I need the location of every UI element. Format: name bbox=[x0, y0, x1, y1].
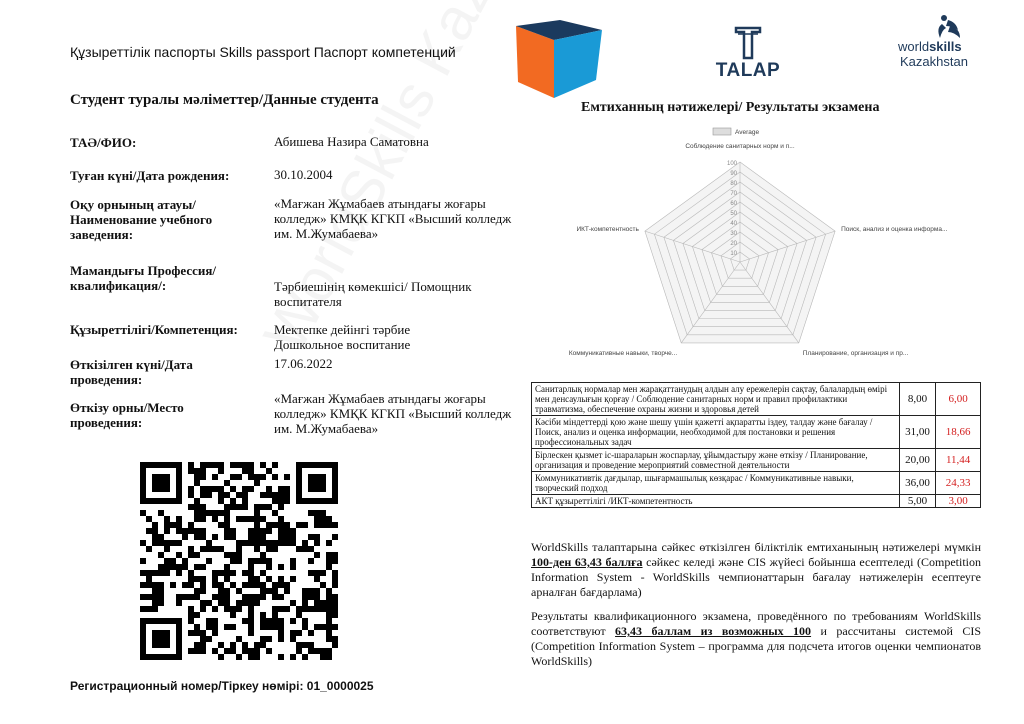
talap-logo bbox=[708, 24, 788, 94]
radar-tick-label: 100 bbox=[726, 161, 737, 167]
field-label-profession: Мамандығы Профессия/квалификация/: bbox=[70, 263, 216, 293]
results-table bbox=[531, 382, 981, 508]
radar-tick-label: 50 bbox=[730, 211, 737, 217]
table-row bbox=[532, 495, 981, 508]
student-section-title: Студент туралы мәліметтер/Данные студента bbox=[70, 92, 379, 108]
result-paragraph-kz bbox=[531, 540, 981, 600]
para-kz-text-2: сәйкес келеді және CIS жүйесі бойынша есептеледі (Competition Information System - WorldSkills чемпионаттарын бағалау нәтижелерін есептеуге арналған бағдарлама) bbox=[531, 555, 982, 599]
criterion-cell: Бірлескен қызмет іс-шараларын жоспарлау, ұйымдастыру және өткізу / Планирование, организация и проведение мероприятий совместной деятельности bbox=[532, 449, 900, 472]
radar-tick-label: 20 bbox=[730, 241, 737, 247]
registration-number: Регистрационный номер/Тіркеу нөмірі: 01_0000025 bbox=[70, 679, 374, 693]
score-cell: 3,00 bbox=[936, 495, 981, 508]
table-row bbox=[532, 416, 981, 449]
cube-logo-icon bbox=[516, 20, 602, 100]
passport-title: Құзыреттілік паспорты Skills passport Паспорт компетенций bbox=[70, 44, 456, 60]
ws-skills: skills bbox=[929, 39, 962, 54]
legend-swatch bbox=[713, 128, 731, 135]
worldskills-flame-icon bbox=[896, 12, 976, 40]
ws-world: world bbox=[898, 39, 930, 54]
score-cell: 18,66 bbox=[936, 416, 981, 449]
para-kz-score: 100-ден 63,43 баллға bbox=[531, 555, 643, 569]
field-value-competence: Мектепке дейінгі тәрбие Дошкольное воспитание bbox=[274, 322, 411, 352]
radar-tick-label: 80 bbox=[730, 181, 737, 187]
max-score-cell: 5,00 bbox=[899, 495, 936, 508]
field-value-birthdate: 30.10.2004 bbox=[274, 167, 333, 182]
radar-tick-label: 90 bbox=[730, 171, 737, 177]
worldskills-wordmark bbox=[898, 39, 962, 54]
score-cell: 6,00 bbox=[936, 383, 981, 416]
talap-emblem-icon bbox=[708, 24, 788, 60]
criterion-cell: Кәсіби міндеттерді қою және шешу үшін қажетті ақпаратты іздеу, талдау және бағалау / Поиск, анализ и оценка информации, необходимой для постановки и решения профессиональных задач bbox=[532, 416, 900, 449]
max-score-cell: 20,00 bbox=[899, 449, 936, 472]
legend-label: Average bbox=[735, 129, 760, 136]
criterion-cell: Коммуникативтік дағдылар, шығармашылық көзқарас / Коммуникативные навыки, творческий подход bbox=[532, 472, 900, 495]
radar-tick-label: 30 bbox=[730, 231, 737, 237]
para-ru-text-2: и рассчитаны системой CIS (Competition Information System – программа для подсчета итогов оценки чемпионатов WorldSkills) bbox=[531, 624, 981, 668]
qr-code bbox=[140, 462, 338, 660]
para-kz-text-1: WorldSkills талаптарына сәйкес өткізілген біліктілік емтиханының нәтижелері мүмкін bbox=[531, 540, 981, 554]
field-value-name: Абишева Назира Саматовна bbox=[274, 134, 429, 149]
table-row bbox=[532, 472, 981, 495]
radar-chart bbox=[530, 118, 990, 380]
criterion-cell: Санитарлық нормалар мен жарақаттанудың алдын алу ережелерін сақтау, балалардың өмірі мен денсаулығын қорғау / Соблюдение санитарных норм и правил профилактики травматизма, обеспечение охраны жизни и здоровья детей bbox=[532, 383, 900, 416]
field-label-exam-place: Өткізу орны/Место проведения: bbox=[70, 400, 184, 430]
worldskills-logo bbox=[896, 12, 976, 72]
results-section-title: Емтиханның нәтижелері/ Результаты экзамена bbox=[581, 100, 880, 115]
para-ru-text-1: Результаты квалификационного экзамена, проведённого по требованиям WorldSkills соответствуют bbox=[531, 609, 981, 638]
field-value-institution: «Мағжан Жұмабаев атындағы жоғары колледж» КМҚК КГКП «Высший колледж им. М.Жумабаева» bbox=[274, 196, 512, 241]
field-value-exam-place: «Мағжан Жұмабаев атындағы жоғары колледж» КМҚК КГКП «Высший колледж им. М.Жумабаева» bbox=[274, 391, 512, 436]
field-label-name: ТАӘ/ФИО: bbox=[70, 135, 137, 150]
radar-category-label: ИКТ-компетентность bbox=[576, 226, 639, 234]
field-label-competence: Құзыреттілігі/Компетенция: bbox=[70, 322, 238, 337]
table-row bbox=[532, 383, 981, 416]
para-ru-score: 63,43 баллам из возможных 100 bbox=[615, 624, 812, 638]
radar-tick-label: 60 bbox=[730, 201, 737, 207]
radar-category-label: Планирование, организация и пр... bbox=[802, 349, 909, 357]
field-label-exam-date: Өткізілген күні/Дата проведения: bbox=[70, 357, 193, 387]
talap-wordmark: TALAP bbox=[715, 60, 781, 81]
field-value-profession: Тәрбиешінің көмекшісі/ Помощник воспитателя bbox=[274, 279, 472, 309]
max-score-cell: 31,00 bbox=[899, 416, 936, 449]
table-row bbox=[532, 449, 981, 472]
radar-category-label: Соблюдение санитарных норм и п... bbox=[685, 143, 795, 150]
radar-category-label: Поиск, анализ и оценка информа... bbox=[841, 226, 948, 234]
field-label-institution: Оқу орнының атауы/Наименование учебного заведения: bbox=[70, 197, 213, 242]
radar-tick-label: 70 bbox=[730, 191, 737, 197]
max-score-cell: 36,00 bbox=[899, 472, 936, 495]
criterion-cell: АКТ құзыреттілігі /ИКТ-компетентность bbox=[532, 495, 900, 508]
radar-category-label: Коммуникативные навыки, творче... bbox=[568, 349, 678, 357]
score-cell: 24,33 bbox=[936, 472, 981, 495]
field-value-exam-date: 17.06.2022 bbox=[274, 356, 333, 371]
result-paragraph-ru bbox=[531, 609, 981, 669]
score-cell: 11,44 bbox=[936, 449, 981, 472]
radar-tick-label: 40 bbox=[730, 221, 737, 227]
max-score-cell: 8,00 bbox=[899, 383, 936, 416]
field-label-birthdate: Туған күні/Дата рождения: bbox=[70, 168, 230, 183]
radar-tick-label: 10 bbox=[730, 251, 737, 257]
worldskills-country: Kazakhstan bbox=[900, 54, 968, 69]
